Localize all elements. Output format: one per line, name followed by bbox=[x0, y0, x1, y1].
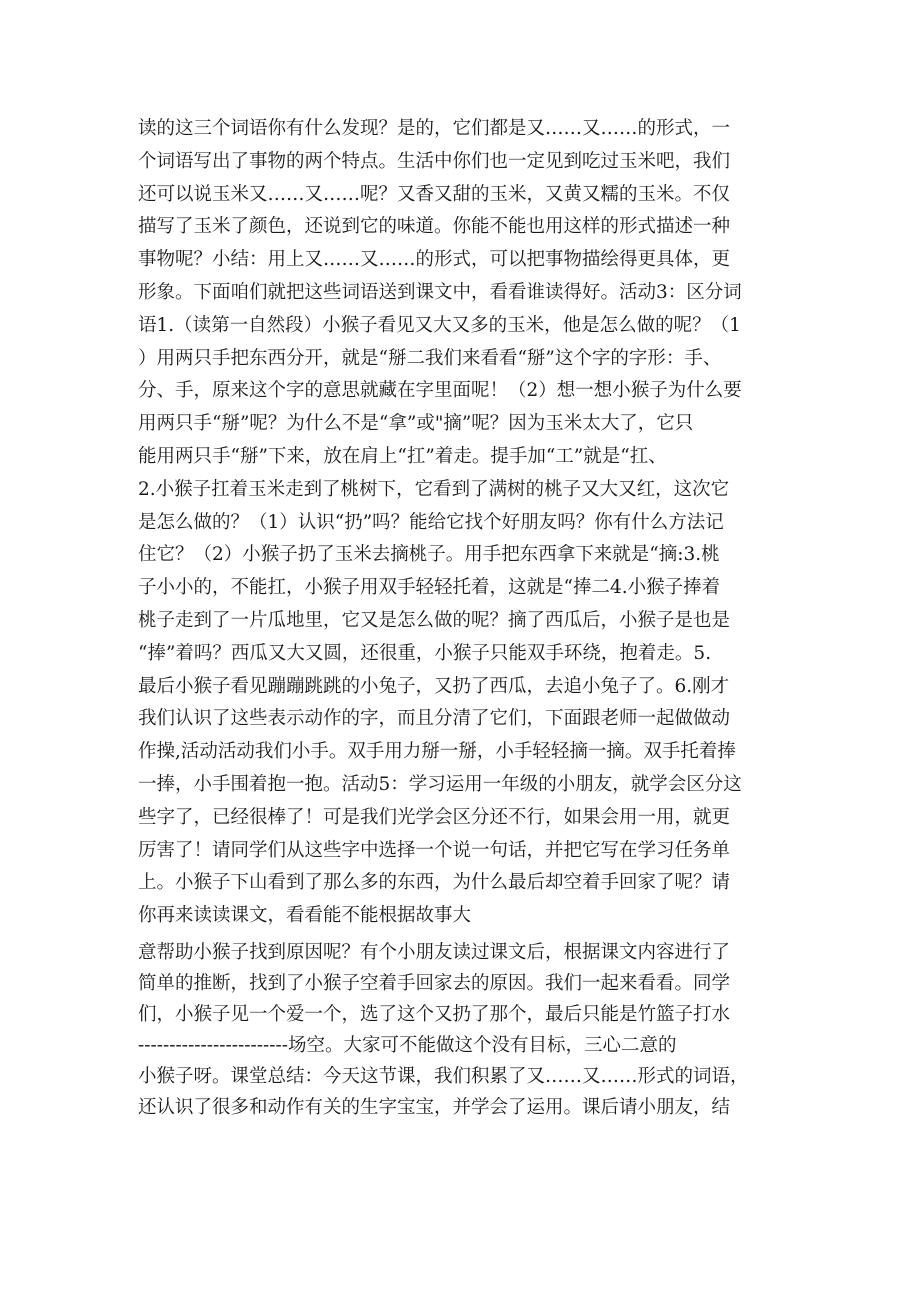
text-line: 分、手，原来这个字的意思就藏在字里面呢！（2）想一想小猴子为什么要 bbox=[138, 380, 742, 402]
text-line: 你再来读读课文，看看能不能根据故事大 bbox=[138, 905, 472, 927]
text-line: 简单的推断，找到了小猴子空着手回家去的原因。我们一起来看看。同学 bbox=[138, 973, 731, 994]
text-line: 住它？（2）小猴子扔了玉米去摘桃子。用手把东西拿下来就是“摘:3.桃 bbox=[138, 544, 720, 566]
text-line: 小猴子呀。课堂总结：今天这节课，我们积累了又……又……形式的词语， bbox=[138, 1066, 749, 1087]
text-line: 事物呢？小结：用上又……又……的形式，可以把事物描绘得更具体，更 bbox=[138, 249, 731, 271]
text-line: 上。小猴子下山看到了那么多的东西，为什么最后却空着手回家了呢？请 bbox=[138, 872, 731, 894]
text-line: 作操,活动活动我们小手。双手用力掰一掰，小手轻轻摘一摘。双手托着捧 bbox=[138, 741, 736, 763]
text-line: 们，小猴子见一个爱一个，选了这个又扔了那个，最后只能是竹篮子打水 bbox=[138, 1004, 731, 1025]
text-line: 2.小猴子扛着玉米走到了桃树下，它看到了满树的桃子又大又红，这次它 bbox=[138, 478, 730, 500]
text-line: 些字了，已经很棒了！可是我们光学会区分还不行，如果会用一用，就更 bbox=[138, 806, 731, 828]
text-line: ）用两只手把东西分开，就是“掰二我们来看看“掰”这个字的字形：手、 bbox=[138, 347, 722, 369]
text-line: 个词语写出了事物的两个特点。生活中你们也一定见到吃过玉米吧，我们 bbox=[138, 150, 731, 172]
text-line: 意帮助小猴子找到原因呢？有个小朋友读过课文后，根据课文内容进行了 bbox=[138, 942, 731, 963]
text-line: 描写了玉米了颜色，还说到它的味道。你能不能也用这样的形式描述一种 bbox=[138, 216, 731, 238]
text-line: 能用两只手“掰”下来，放在肩上“扛”着走。提手加“工”就是“扛、 bbox=[138, 445, 667, 467]
text-line: 还认识了很多和动作有关的生字宝宝，并学会了运用。课后请小朋友，结 bbox=[138, 1097, 731, 1118]
text-line: 一捧，小手围着抱一抱。活动5：学习运用一年级的小朋友，就学会区分这 bbox=[138, 773, 742, 795]
text-line: ------------------------场空。大家可不能做这个没有目标，三心二意的 bbox=[138, 1035, 677, 1056]
text-line: 还可以说玉米又……又……呢？又香又甜的玉米，又黄又糯的玉米。不仅 bbox=[138, 183, 731, 205]
paragraph-1 bbox=[138, 113, 788, 933]
text-line: 最后小猴子看见蹦蹦跳跳的小兔子，又扔了西瓜，去追小兔子了。6.刚才 bbox=[138, 675, 730, 697]
text-line: 形象。下面咱们就把这些词语送到课文中，看看谁读得好。活动3：区分词 bbox=[138, 281, 742, 303]
text-line: 读的这三个词语你有什么发现？是的，它们都是又……又……的形式，一 bbox=[138, 118, 731, 139]
text-line: 用两只手“掰”呢？为什么不是“拿”或"摘”呢？因为玉米太大了，它只 bbox=[138, 413, 694, 435]
text-line: 子小小的，不能扛，小猴子用双手轻轻托着，这就是“捧二4.小猴子捧着 bbox=[138, 577, 721, 599]
text-line: 桃子走到了一片瓜地里，它又是怎么做的呢？摘了西瓜后，小猴子是也是 bbox=[138, 609, 731, 631]
text-line: 是怎么做的？（1）认识“扔”吗？能给它找个好朋友吗？你有什么方法记 bbox=[138, 511, 724, 533]
text-line: “捧”着吗？西瓜又大又圆，还很重，小猴子只能双手环绕，抱着走。5. bbox=[138, 642, 712, 664]
text-line: 厉害了！请同学们从这些字中选择一个说一句话，并把它写在学习任务单 bbox=[138, 839, 731, 861]
text-line: 我们认识了这些表示动作的字，而且分清了它们，下面跟老师一起做做动 bbox=[138, 708, 731, 730]
text-line: 语1.（读第一自然段）小猴子看见又大又多的玉米，他是怎么做的呢？（1 bbox=[138, 314, 741, 336]
paragraph-2 bbox=[138, 937, 788, 1123]
